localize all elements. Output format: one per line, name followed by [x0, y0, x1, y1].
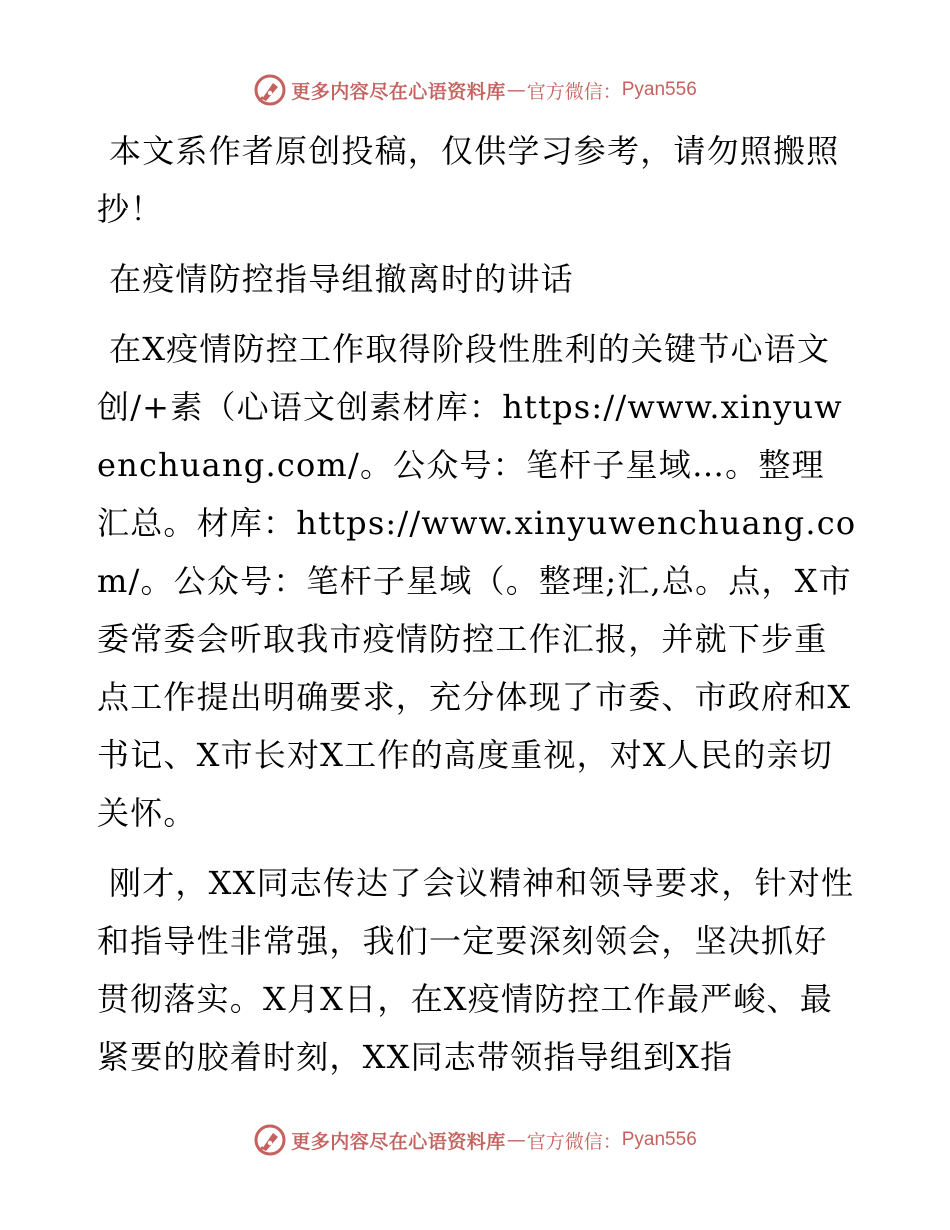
body-paragraph-1: 在X疫情防控工作取得阶段性胜利的关键节心语文创/+素（心语文创素材库：https://www.xinyuwenchuang.com/。公众号：笔杆子星域…。整理汇总。材库：https://www.xinyuwenchuang.com/。公众号：笔杆子星域（。整理;汇,总。点，X市委常委会听取我市疫情防控工作汇报，并就下步重点工作提出明确要求，充分体现了市委、市政府和X书记、X市长对X工作的高度重视，对X人民的亲切关怀。: [97, 330, 857, 832]
pen-nib-logo-icon: [253, 1123, 287, 1157]
header-wechat-label: 官方微信：: [526, 80, 622, 103]
footer-banner: [0, 1120, 950, 1160]
footer-wechat-label: 官方微信：: [526, 1130, 622, 1153]
header-banner: [0, 70, 950, 110]
copyright-notice: 本文系作者原创投稿，仅供学习参考，请勿照搬照抄！: [97, 132, 840, 228]
footer-wechat-id: Pyan556: [621, 1129, 697, 1150]
pen-nib-logo-icon: [253, 73, 287, 107]
body-paragraph-2: 刚才，XX同志传达了会议精神和领导要求，针对性和指导性非常强，我们一定要深刻领会，坚决抓好贯彻落实。X月X日，在X疫情防控工作最严峻、最紧要的胶着时刻，XX同志带领指导组到X指: [97, 864, 855, 1076]
document-body: [97, 122, 857, 1098]
document-title: 在疫情防控指导组撤离时的讲话: [109, 260, 574, 298]
footer-separator: —: [506, 1129, 526, 1151]
header-brand-text: 更多内容尽在心语资料库: [291, 80, 506, 103]
header-wechat-id: Pyan556: [621, 79, 697, 100]
header-separator: —: [506, 79, 526, 101]
footer-brand-text: 更多内容尽在心语资料库: [291, 1130, 506, 1153]
